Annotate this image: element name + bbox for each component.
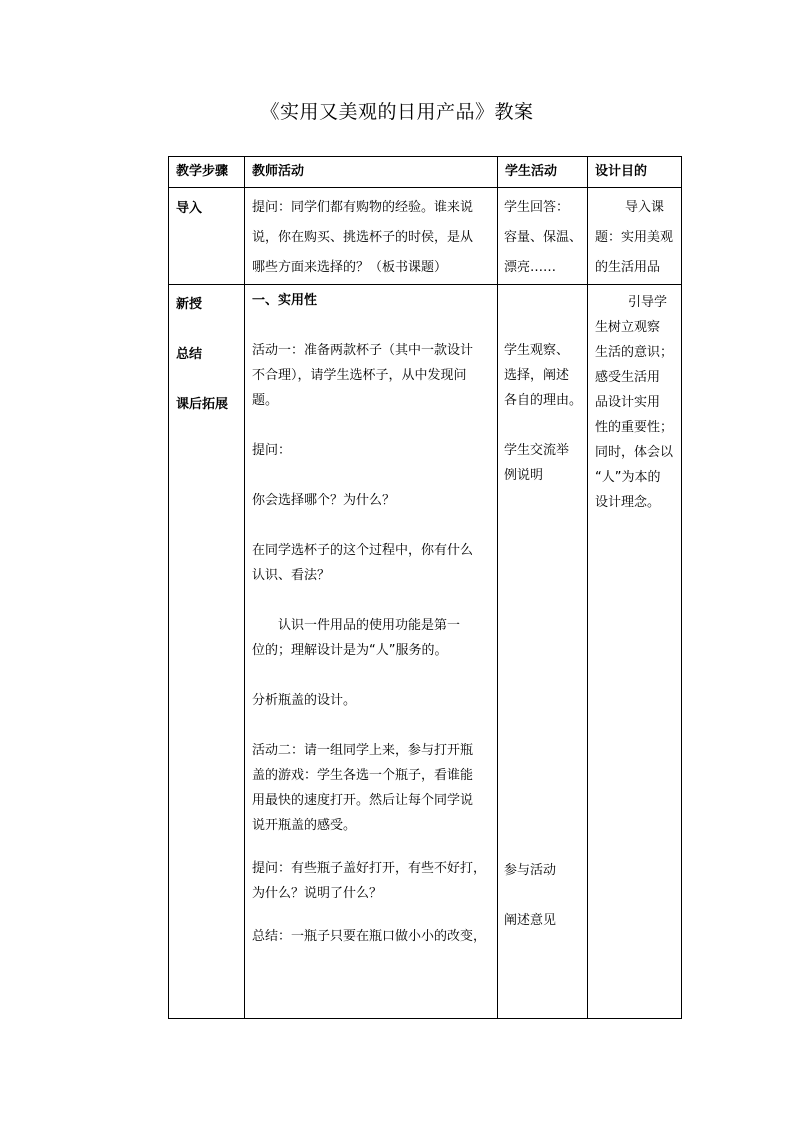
student-observe-line: 选择，阐述 xyxy=(504,368,570,383)
intro-teacher-line: 说，你在购买、挑选杯子的时侯，是从 xyxy=(252,230,474,245)
question-2-line: 在同学选杯子的这个过程中，你有什么 xyxy=(252,543,474,558)
question-3-line: 为什么？说明了什么？ xyxy=(252,886,383,901)
student-observe-line: 学生观察、 xyxy=(504,343,570,358)
purpose-line: 品设计实用 xyxy=(595,395,661,410)
analysis-line: 分析瓶盖的设计。 xyxy=(252,693,357,708)
question-3-line: 提问：有些瓶子盖好打开，有些不好打， xyxy=(252,861,487,876)
key-point-line: 认识一件用品的使用功能是第一 xyxy=(278,618,461,633)
purpose-line: 同时，体会以 xyxy=(595,445,674,460)
activity2-line: 用最快的速度打开。然后让每个同学说 xyxy=(252,793,474,808)
purpose-line: 生树立观察 xyxy=(595,320,661,335)
step-extension: 课后拓展 xyxy=(176,397,229,412)
purpose-line: 生活的意识； xyxy=(595,345,674,360)
intro-purpose-line: 题：实用美观 xyxy=(595,230,674,245)
table-header-row xyxy=(169,157,682,188)
intro-student-line: 容量、保温、 xyxy=(504,230,583,245)
step-summary: 总结 xyxy=(176,347,203,362)
question-2-line: 认识、看法？ xyxy=(252,568,331,583)
purpose-line: 设计理念。 xyxy=(595,495,661,510)
activity1-line: 不合理），请学生选杯子，从中发现问 xyxy=(252,368,467,383)
purpose-line: 引导学 xyxy=(628,295,668,310)
student-observe-line: 各自的理由。 xyxy=(504,393,583,408)
intro-student-line: 学生回答： xyxy=(504,200,570,215)
table-row-main xyxy=(169,285,682,1019)
student-opinion: 阐述意见 xyxy=(504,913,557,928)
key-point-line: 位的；理解设计是为“人”服务的。 xyxy=(252,643,448,658)
ask-label: 提问： xyxy=(252,443,292,458)
activity1-line: 活动一：准备两款杯子（其中一款设计 xyxy=(252,343,474,358)
intro-purpose-line: 导入课 xyxy=(625,200,665,215)
activity1-line: 题。 xyxy=(252,393,279,408)
header-step: 教学步骤 xyxy=(176,164,229,179)
intro-teacher-line: 哪些方面来选择的？（板书课题） xyxy=(252,260,448,275)
step-new: 新授 xyxy=(176,297,203,312)
intro-teacher-line: 提问：同学们都有购物的经验。谁来说 xyxy=(252,200,474,215)
purpose-line: 感受生活用 xyxy=(595,370,661,385)
activity2-line: 活动二：请一组同学上来，参与打开瓶 xyxy=(252,743,474,758)
activity2-line: 说开瓶盖的感受。 xyxy=(252,818,357,833)
page-title: 《实用又美观的日用产品》教案 xyxy=(260,101,534,123)
teacher-heading: 一、实用性 xyxy=(252,293,318,308)
table-row-intro xyxy=(169,188,682,285)
step-intro: 导入 xyxy=(176,201,203,216)
student-participate: 参与活动 xyxy=(504,863,557,878)
activity2-line: 盖的游戏：学生各选一个瓶子，看谁能 xyxy=(252,768,474,783)
question-1: 你会选择哪个？为什么？ xyxy=(252,493,396,508)
student-discuss-line: 例说明 xyxy=(504,468,544,483)
student-discuss-line: 学生交流举 xyxy=(504,443,570,458)
purpose-line: 性的重要性； xyxy=(595,420,674,435)
intro-purpose-line: 的生活用品 xyxy=(595,260,661,275)
intro-student-line: 漂亮…… xyxy=(504,260,557,275)
header-student: 学生活动 xyxy=(505,164,558,179)
summary-line: 总结：一瓶子只要在瓶口做小小的改变， xyxy=(252,929,487,944)
header-purpose: 设计目的 xyxy=(595,164,648,179)
header-teacher: 教师活动 xyxy=(252,164,305,179)
lesson-plan-table xyxy=(168,156,682,1019)
purpose-line: “人”为本的 xyxy=(595,470,661,485)
